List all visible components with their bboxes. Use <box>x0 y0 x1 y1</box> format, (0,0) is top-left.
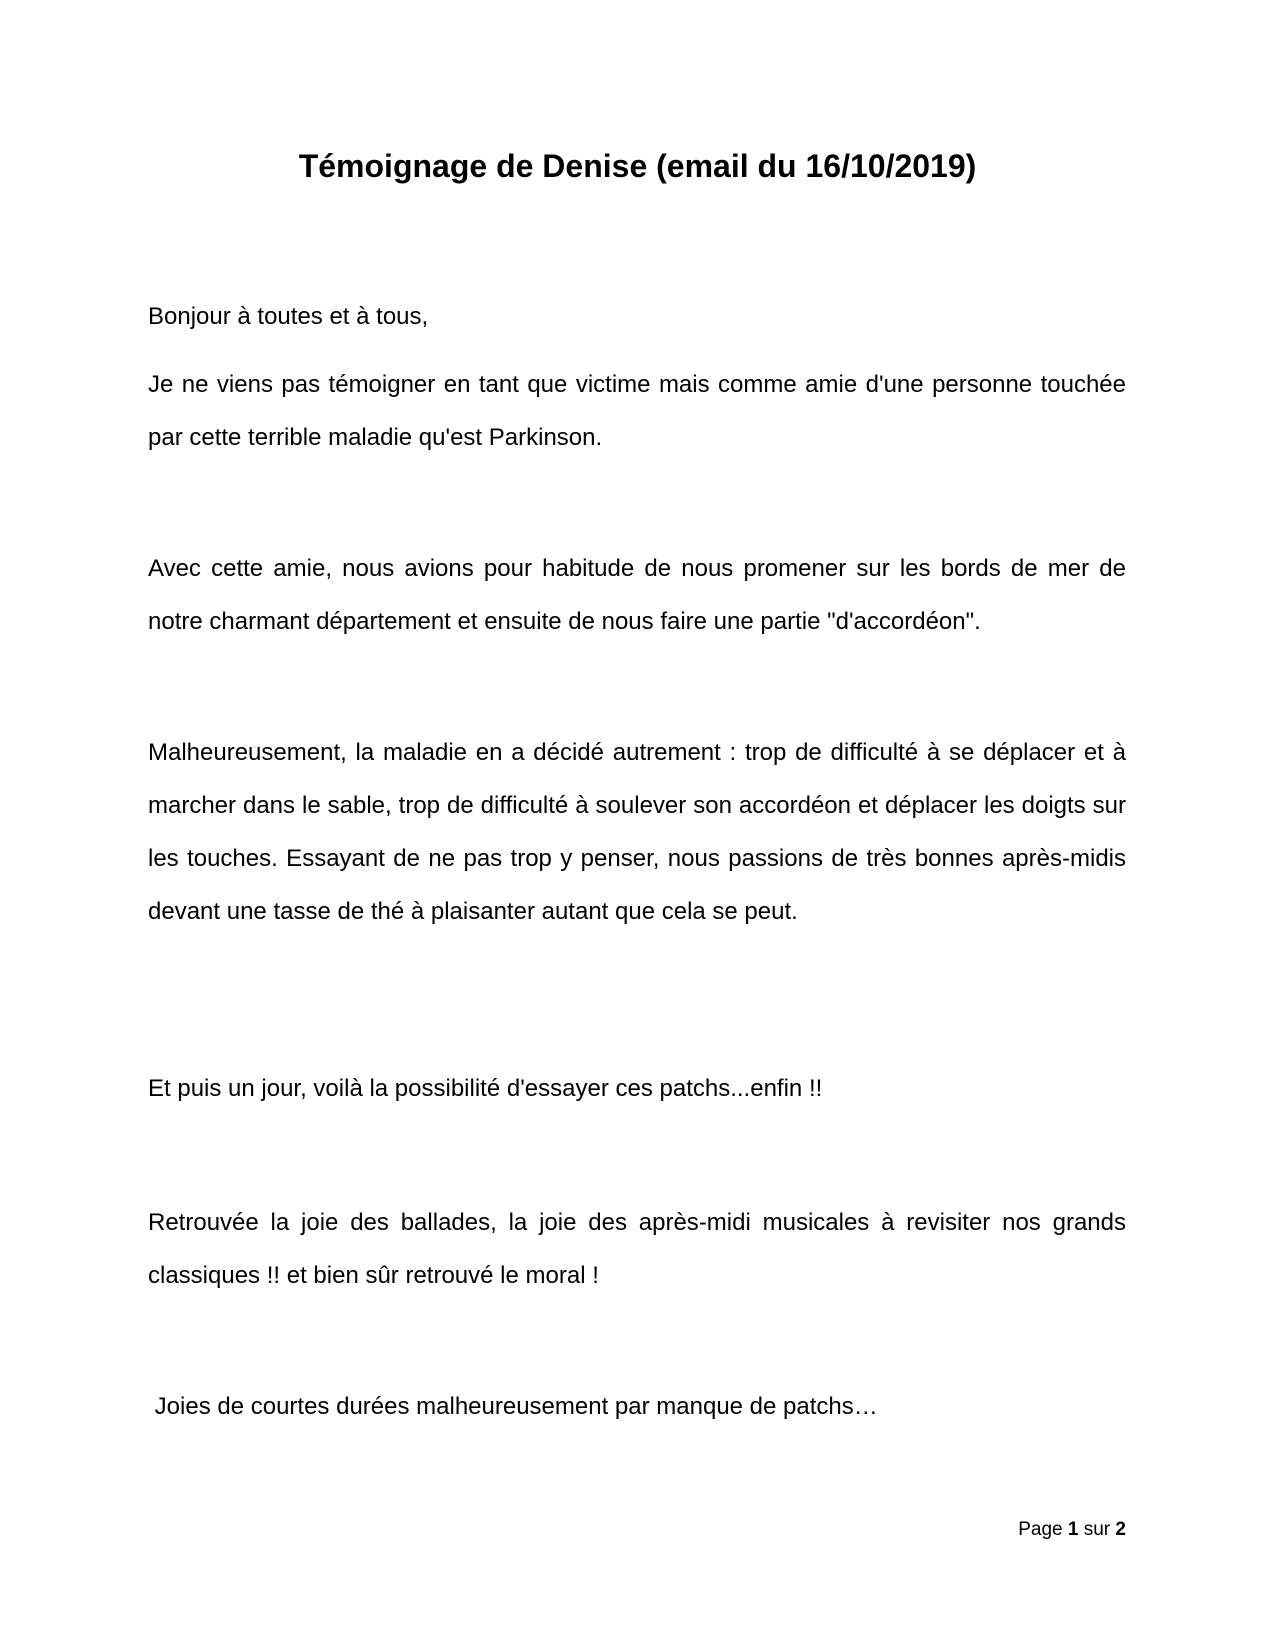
footer-separator: sur <box>1083 1519 1111 1540</box>
paragraph-intro: Je ne viens pas témoigner en tant que victime mais comme amie d'une personne touchée par cette terrible maladie qu'est Parkinson. <box>148 371 1126 451</box>
paragraph-greeting: Bonjour à toutes et à tous, <box>148 303 429 330</box>
footer-current-page: 1 <box>1067 1519 1079 1540</box>
document-title: Témoignage de Denise (email du 16/10/2019) <box>298 148 977 184</box>
page-footer <box>1018 1518 1126 1542</box>
paragraph-short-joy: Joies de courtes durées malheureusement par manque de patchs… <box>148 1393 878 1420</box>
footer-prefix: Page <box>1018 1519 1063 1540</box>
paragraph-patches: Et puis un jour, voilà la possibilité d'essayer ces patchs...enfin !! <box>148 1075 823 1102</box>
paragraph-habits: Avec cette amie, nous avions pour habitude de nous promener sur les bords de mer de notre charmant département et ensuite de nous faire une partie "d'accordéon". <box>148 555 1126 635</box>
paragraph-joy: Retrouvée la joie des ballades, la joie des après-midi musicales à revisiter nos grands classiques !! et bien sûr retrouvé le moral ! <box>148 1209 1126 1289</box>
footer-total-pages: 2 <box>1115 1519 1126 1540</box>
paragraph-illness: Malheureusement, la maladie en a décidé autrement : trop de difficulté à se déplacer et à marcher dans le sable, trop de difficulté à soulever son accordéon et déplacer les doigts sur les touches. Essayant de ne pas trop y penser, nous passions de très bonnes après-midis devant une tasse de thé à plaisanter autant que cela se peut. <box>148 739 1126 925</box>
